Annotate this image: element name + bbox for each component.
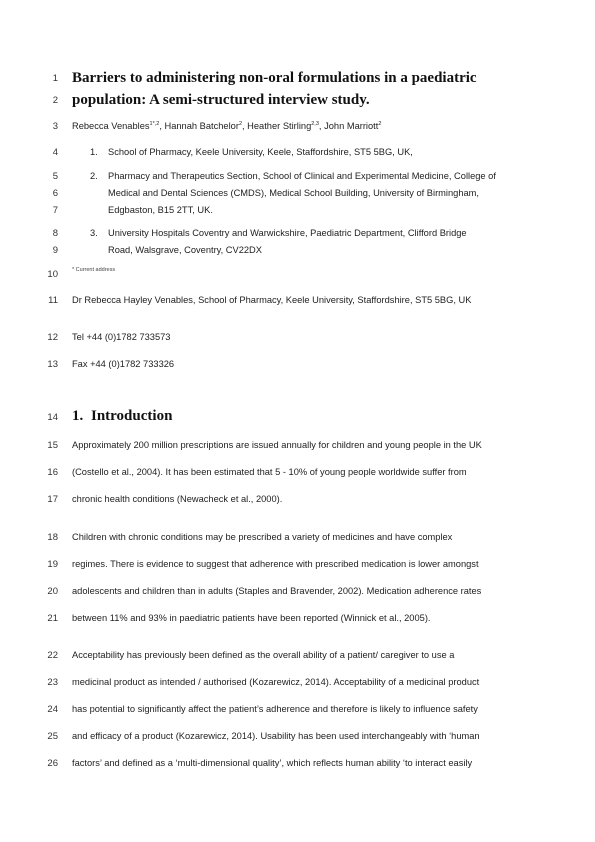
line-number: 26 — [47, 758, 58, 769]
author-separator: , — [318, 121, 325, 131]
section-heading — [72, 408, 172, 425]
line-number: 6 — [52, 188, 58, 199]
line-number: 17 — [47, 494, 58, 505]
affiliation-text: Edgbaston, B15 2TT, UK. — [108, 205, 213, 215]
line-number: 21 — [47, 613, 58, 624]
body-text-line: regimes. There is evidence to suggest that adherence with prescribed medication is lower amongst — [72, 559, 479, 569]
line-number: 9 — [52, 245, 58, 256]
line-number: 2 — [52, 95, 58, 106]
author-name: Hannah Batchelor — [164, 121, 239, 131]
line-number: 16 — [47, 467, 58, 478]
body-text-line: factors’ and defined as a ‘multi-dimensional quality’, which reflects human ability ‘to interact easily — [72, 758, 473, 768]
author-separator: , — [242, 121, 248, 131]
line-number: 5 — [52, 171, 58, 182]
body-text-line: Acceptability has previously been defined as the overall ability of a patient/ caregiver to use a — [72, 650, 455, 660]
line-number: 20 — [47, 586, 58, 597]
body-text-line: (Costello et al., 2004). It has been estimated that 5 - 10% of young people worldwide suffer from — [72, 467, 467, 477]
body-text-line: and efficacy of a product (Kozarewicz, 2014). Usability has been used interchangeably with ‘human — [72, 731, 480, 741]
line-number: 7 — [52, 205, 58, 216]
section-number: 1. — [72, 408, 84, 424]
affiliation-text: Road, Walsgrave, Coventry, CV22DX — [108, 245, 262, 255]
body-text-line: adolescents and children than in adults (Staples and Bravender, 2002). Medication adherence rates — [72, 586, 482, 596]
body-text-line: between 11% and 93% in paediatric patients have been reported (Winnick et al., 2005). — [72, 613, 431, 623]
line-number: 3 — [52, 121, 58, 132]
line-number: 13 — [47, 359, 58, 370]
author-affiliation-marker: 2 — [378, 120, 382, 127]
line-number: 4 — [52, 147, 58, 158]
body-text-line: medicinal product as intended / authorised (Kozarewicz, 2014). Acceptability of a medicinal product — [72, 677, 480, 687]
current-address-note: * Current address — [72, 267, 116, 273]
affiliation-text: Pharmacy and Therapeutics Section, School of Clinical and Experimental Medicine, College of — [108, 171, 496, 181]
line-number: 11 — [48, 295, 58, 306]
author-name: Rebecca Venables — [72, 121, 150, 131]
affiliation-number: 1. — [90, 147, 98, 157]
affiliation-number: 2. — [90, 171, 98, 181]
affiliation-text: University Hospitals Coventry and Warwickshire, Paediatric Department, Clifford Bridge — [108, 228, 467, 238]
affiliation-text: Medical and Dental Sciences (CMDS), Medical School Building, University of Birmingham, — [108, 188, 479, 198]
body-text-line: has potential to significantly affect the patient’s adherence and therefore is likely to influence safety — [72, 704, 478, 714]
fax: Fax +44 (0)1782 733326 — [72, 359, 175, 369]
author-affiliation-marker: 2,3 — [311, 120, 319, 127]
line-number: 10 — [47, 269, 58, 280]
body-text-line: Approximately 200 million prescriptions are issued annually for children and young people in the UK — [72, 440, 482, 450]
author-separator: , — [159, 121, 165, 131]
line-number: 15 — [47, 440, 58, 451]
affiliation-number: 3. — [90, 228, 98, 238]
line-number: 23 — [47, 677, 58, 688]
line-number: 18 — [47, 532, 58, 543]
section-title: Introduction — [91, 408, 173, 424]
line-number: 14 — [47, 412, 58, 423]
line-number: 1 — [52, 73, 58, 84]
correspondence-address: Dr Rebecca Hayley Venables, School of Pharmacy, Keele University, Staffordshire, ST5 5BG, UK — [72, 295, 472, 305]
author-affiliation-marker: 2 — [238, 120, 242, 127]
author-name: John Marriott — [324, 121, 379, 131]
line-number: 22 — [47, 650, 58, 661]
author-list — [72, 121, 381, 131]
author-affiliation-marker: 1*,2 — [149, 120, 160, 127]
line-number: 19 — [47, 559, 58, 570]
telephone: Tel +44 (0)1782 733573 — [72, 332, 171, 342]
affiliation-text: School of Pharmacy, Keele University, Keele, Staffordshire, ST5 5BG, UK, — [108, 147, 413, 157]
paper-title-line-2: population: A semi-structured interview study. — [72, 92, 370, 108]
line-number: 24 — [47, 704, 58, 715]
line-number: 25 — [47, 731, 58, 742]
author-name: Heather Stirling — [247, 121, 312, 131]
body-text-line: Children with chronic conditions may be prescribed a variety of medicines and have complex — [72, 532, 453, 542]
paper-title-line-1: Barriers to administering non-oral formulations in a paediatric — [72, 70, 477, 86]
line-number: 8 — [52, 228, 58, 239]
body-text-line: chronic health conditions (Newacheck et al., 2000). — [72, 494, 283, 504]
line-number: 12 — [47, 332, 58, 343]
